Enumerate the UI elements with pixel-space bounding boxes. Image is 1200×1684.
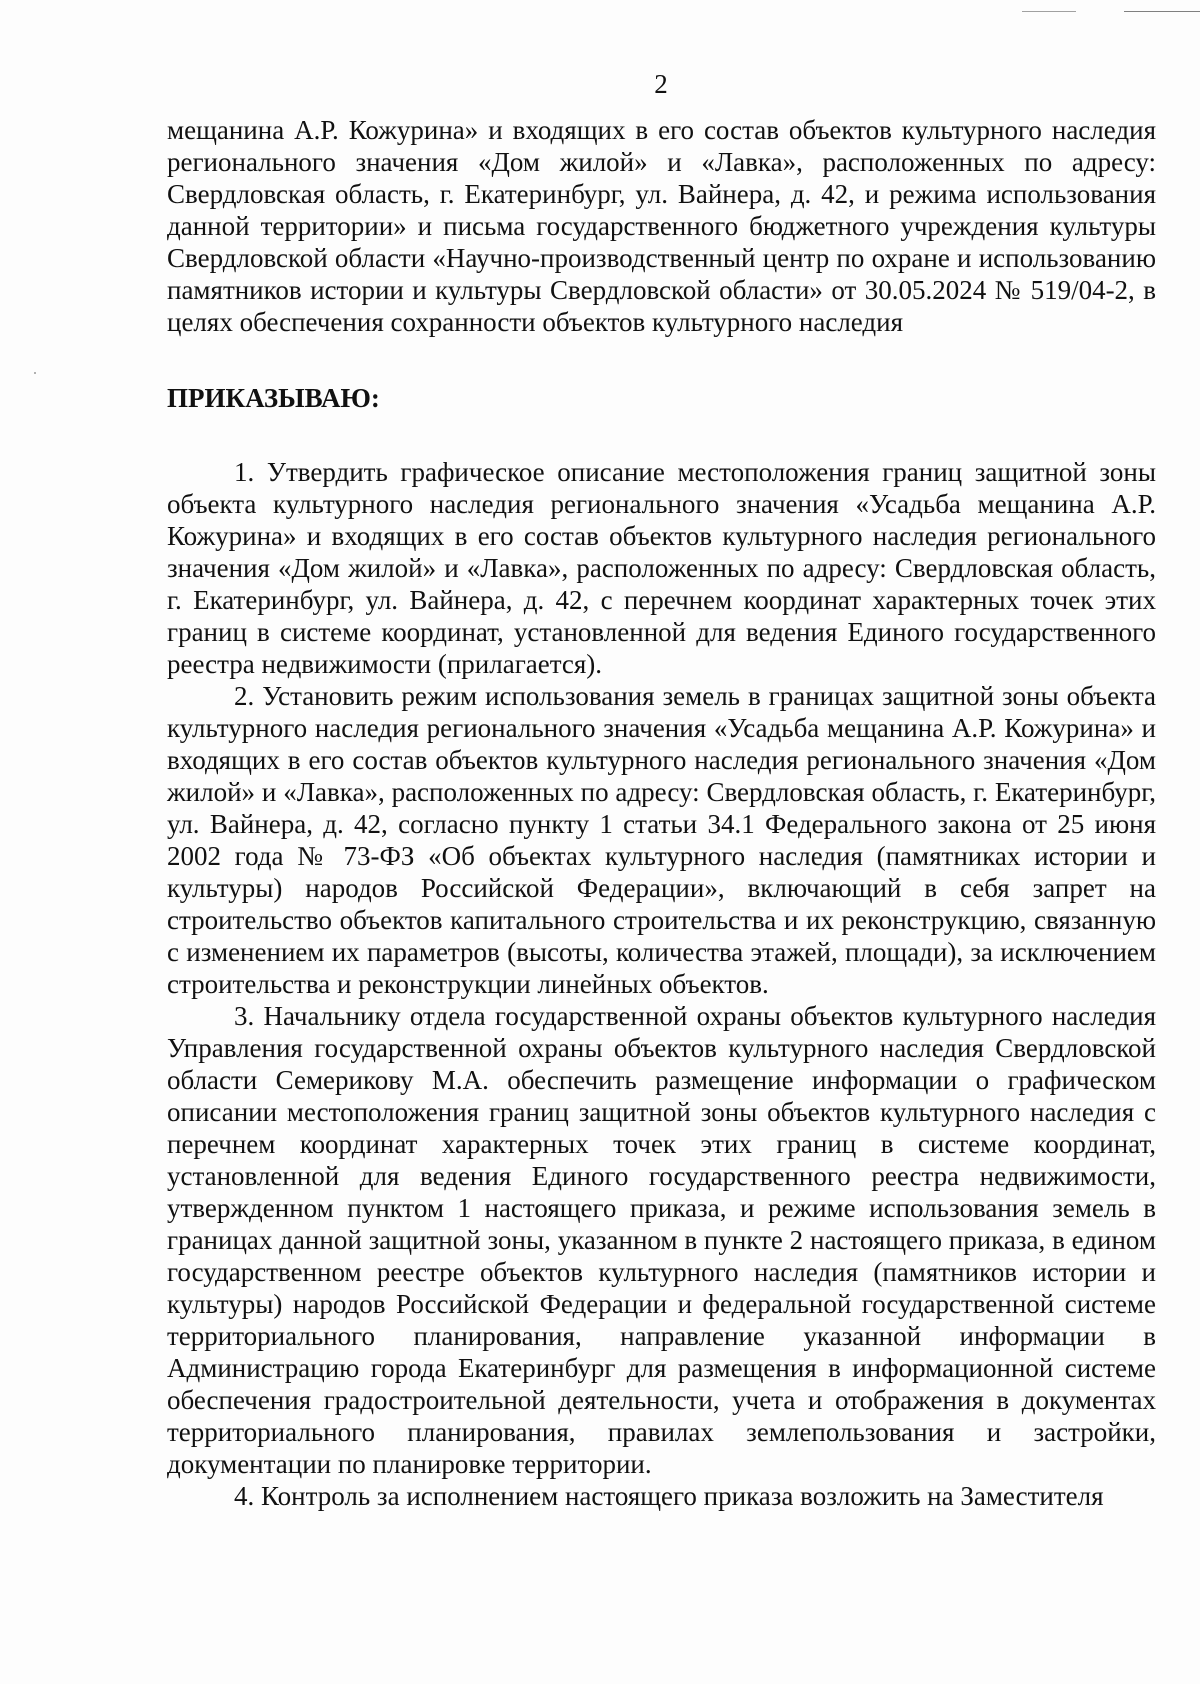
scan-artifact-line — [1022, 11, 1076, 12]
order-item-2: 2. Установить режим использования земель в границах защитной зоны объекта культурного наследия регионального значения «Усадьба мещанина А.Р. Кожурина» и входящих в его состав объектов культурного наследия регионального значения «Дом жилой» и «Лавка», расположенных по адресу: Свердловская область, г. Екатеринбург, ул. Вайнера, д. 42, согласно пункту 1 статьи 34.1 Федерального закона от 25 июня 2002 года № 73-ФЗ «Об объектах культурного наследия (памятниках истории и культуры) народов Российской Федерации», включающий в себя запрет на строительство объектов капитального строительства и их реконструкцию, связанную с изменением их параметров (высоты, количества этажей, площади), за исключением строительства и реконструкции линейных объектов. — [167, 681, 1156, 999]
scan-artifact-dot — [34, 372, 36, 374]
order-item-1: 1. Утвердить графическое описание местоположения границ защитной зоны объекта культурного наследия регионального значения «Усадьба мещанина А.Р. Кожурина» и входящих в его состав объектов культурного наследия регионального значения «Дом жилой» и «Лавка», расположенных по адресу: Свердловская область, г. Екатеринбург, ул. Вайнера, д. 42, с перечнем координат характерных точек этих границ в системе координат, установленной для ведения Единого государственного реестра недвижимости (прилагается). — [167, 457, 1156, 679]
page-number: 2 — [654, 69, 668, 99]
scan-artifact-line — [1124, 11, 1200, 12]
order-heading: ПРИКАЗЫВАЮ: — [167, 383, 380, 413]
intro-paragraph: мещанина А.Р. Кожурина» и входящих в его состав объектов культурного наследия регионального значения «Дом жилой» и «Лавка», расположенных по адресу: Свердловская область, г. Екатеринбург, ул. Вайнера, д. 42, и режима использования данной территории» и письма государственного бюджетного учреждения культуры Свердловской области «Научно-производственный центр по охране и использованию памятников истории и культуры Свердловской области» от 30.05.2024 № 519/04-2, в целях обеспечения сохранности объектов культурного наследия — [167, 115, 1156, 337]
document-body — [167, 114, 1156, 1512]
order-item-3: 3. Начальнику отдела государственной охраны объектов культурного наследия Управления государственной охраны объектов культурного наследия Свердловской области Семерикову М.А. обеспечить размещение информации о графическом описании местоположения границ защитной зоны объектов культурного наследия с перечнем координат характерных точек этих границ в системе координат, установленной для ведения Единого государственного реестра недвижимости, утвержденном пунктом 1 настоящего приказа, и режиме использования земель в границах данной защитной зоны, указанном в пункте 2 настоящего приказа, в едином государственном реестре объектов культурного наследия (памятников истории и культуры) народов Российской Федерации и федеральной государственной системе территориального планирования, направление указанной информации в Администрацию города Екатеринбург для размещения в информационной системе обеспечения градостроительной деятельности, учета и отображения в документах территориального планирования, правилах землепользования и застройки, документации по планировке территории. — [167, 1001, 1156, 1479]
order-item-4: 4. Контроль за исполнением настоящего приказа возложить на Заместителя — [234, 1481, 1104, 1511]
